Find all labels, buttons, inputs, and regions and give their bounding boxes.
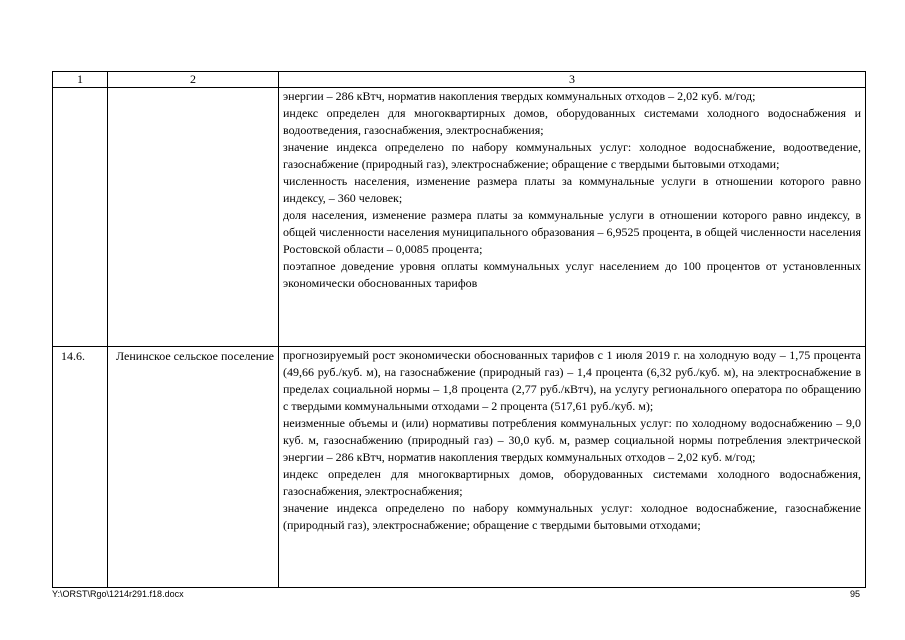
header-cell-3: 3	[279, 72, 866, 88]
description-paragraph: прогнозируемый рост экономически обоснованных тарифов с 1 июля 2019 г. на холодную воду – 1,75 процента (49,66 руб./куб. м), на газоснабжение (природный газ) – 1,4 процента (6,32 руб./куб. м), на электроснабжение в пределах социальной нормы – 1,8 процента (2,77 руб./кВтч), на услугу регионального оператора по обращению с твердыми коммунальными отходами – 2 процента (517,61 руб./куб. м);	[283, 348, 861, 413]
description-cell	[279, 88, 866, 347]
header-cell-2: 2	[108, 72, 279, 88]
table-header-row	[53, 72, 866, 88]
description-cell	[279, 347, 866, 588]
footer-page-number: 95	[849, 589, 860, 599]
settlement-name-cell	[108, 88, 279, 347]
description-paragraph: поэтапное доведение уровня оплаты коммунальных услуг населением до 100 процентов от установленных экономически обоснованных тарифов	[283, 259, 861, 290]
description-paragraph: индекс определен для многоквартирных домов, оборудованных системами холодного водоснабжения, газоснабжения, электроснабжения;	[283, 467, 861, 498]
description-paragraph: значение индекса определено по набору коммунальных услуг: холодное водоснабжение, газоснабжение (природный газ), электроснабжение; обращение с твердыми бытовыми отходами;	[283, 501, 861, 532]
row-number-cell	[53, 88, 108, 347]
footer-file-path: Y:\ORST\Rgo\1214r291.f18.docx	[52, 589, 184, 599]
description-paragraph: численность населения, изменение размера платы за коммунальные услуги в отношении которого равно индексу, – 360 человек;	[283, 174, 861, 205]
description-paragraph: значение индекса определено по набору коммунальных услуг: холодное водоснабжение, водоотведение, газоснабжение (природный газ), электроснабжение; обращение с твердыми бытовыми отходами;	[283, 140, 861, 171]
header-cell-1: 1	[53, 72, 108, 88]
row-number-cell: 14.6.	[53, 347, 108, 588]
description-paragraph: энергии – 286 кВтч, норматив накопления твердых коммунальных отходов – 2,02 куб. м/год;	[283, 89, 756, 103]
settlement-name-cell: Ленинское сельское поселение	[108, 347, 279, 588]
description-paragraph: индекс определен для многоквартирных домов, оборудованных системами холодного водоснабжения и водоотведения, газоснабжения, электроснабжения;	[283, 106, 861, 137]
document-table	[52, 71, 866, 588]
description-paragraph: неизменные объемы и (или) нормативы потребления коммунальных услуг: по холодному водоснабжению – 9,0 куб. м, газоснабжению (природный газ) – 30,0 куб. м, размер социальной нормы потребления электрической энергии – 286 кВтч, норматив накопления твердых коммунальных отходов – 2,02 куб. м/год;	[283, 416, 861, 464]
description-paragraph: доля населения, изменение размера платы за коммунальные услуги в отношении которого равно индексу, в общей численности населения муниципального образования – 6,9525 процента, в общей численности населения Ростовской области – 0,0085 процента;	[283, 208, 862, 256]
table-row	[53, 88, 866, 347]
table-row	[53, 347, 866, 588]
